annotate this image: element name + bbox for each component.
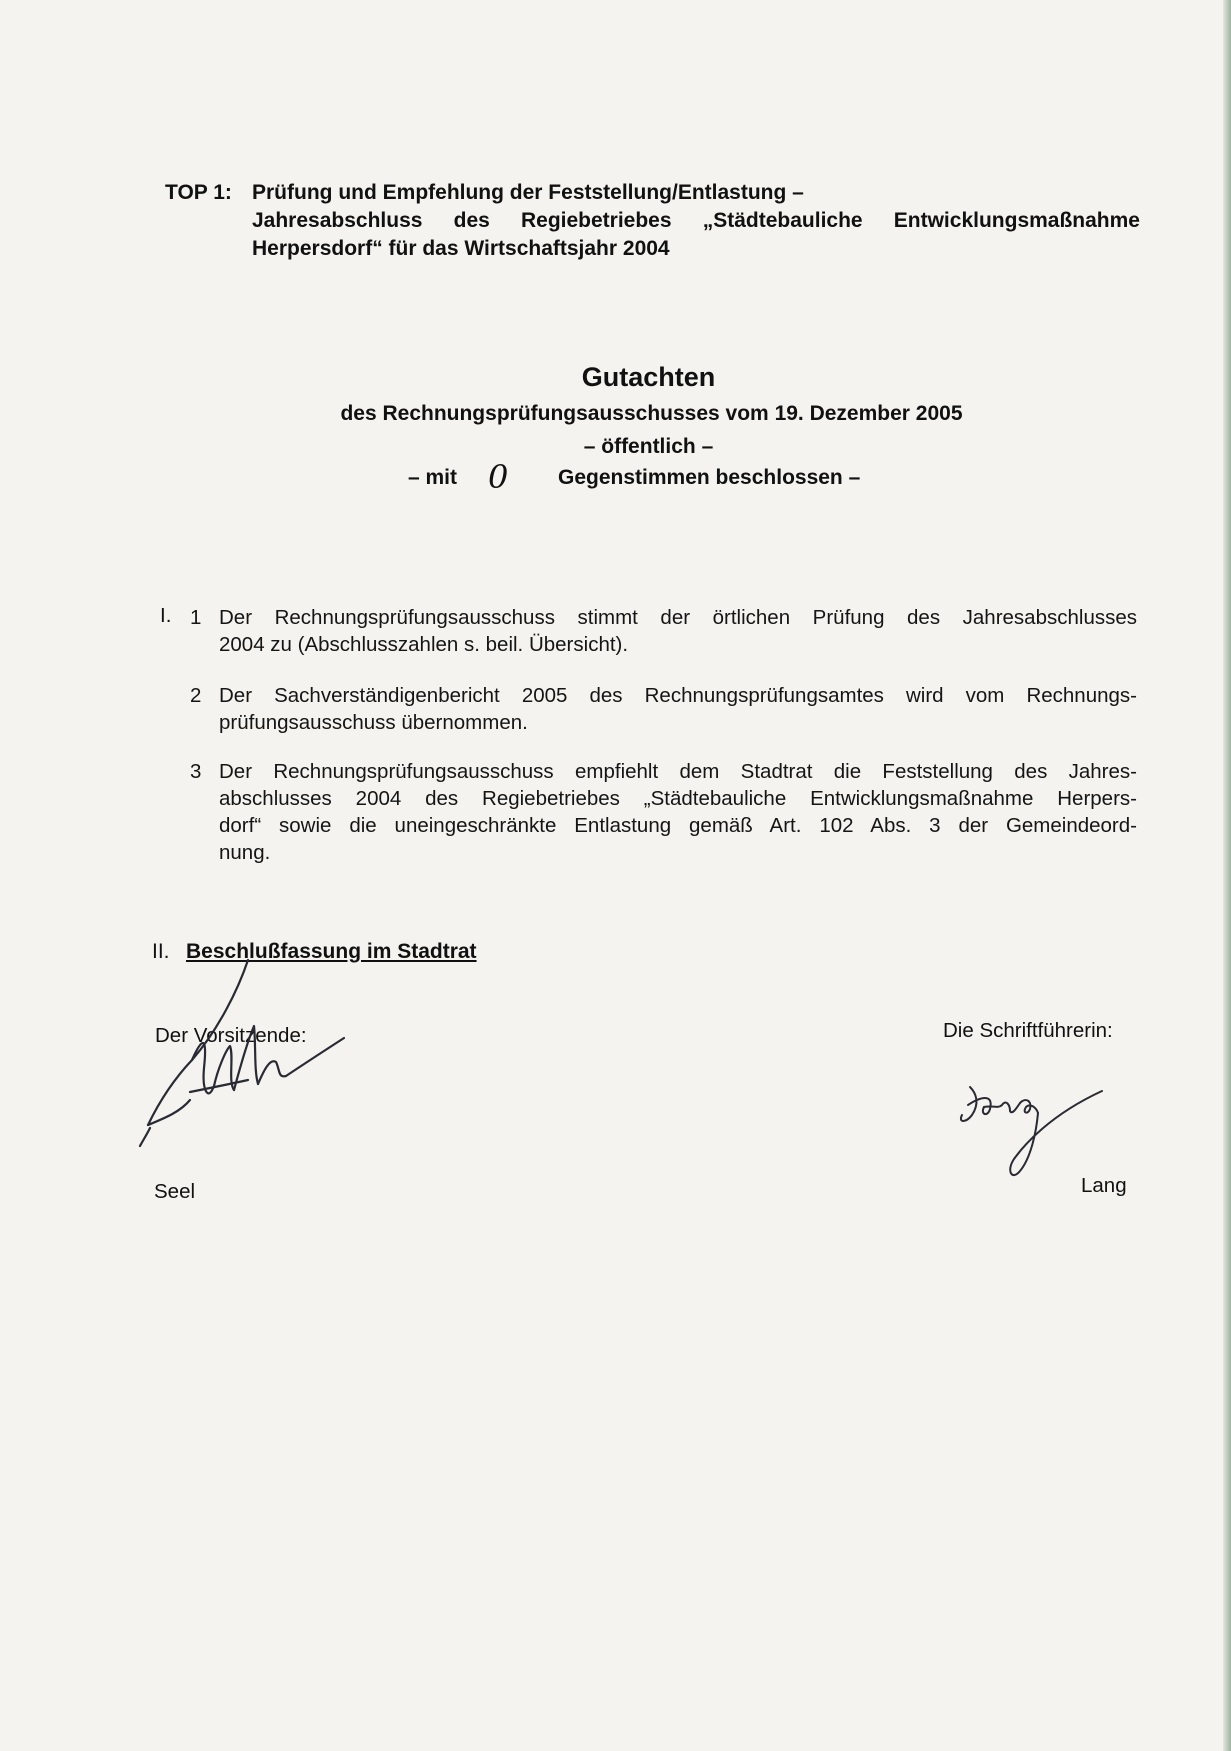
item-text — [219, 682, 1137, 736]
chairman-label: Der Vorsitzende: — [155, 1024, 307, 1047]
chairman-name: Seel — [154, 1180, 196, 1203]
item-text-line: 2004 zu (Abschlusszahlen s. beil. Übersicht). — [219, 633, 629, 656]
agenda-item-label: TOP 1: — [165, 181, 232, 204]
item-text-line: Der Rechnungsprüfungsausschuss stimmt der örtlichen Prüfung des Jahresabschlusses — [219, 606, 1137, 629]
item-text-line: dorf“ sowie die uneingeschränkte Entlastung gemäß Art. 102 Abs. 3 der Gemeindeord- — [219, 814, 1137, 837]
public-note: – öffentlich – — [583, 435, 714, 458]
votes-suffix: Gegenstimmen beschlossen – — [558, 466, 861, 489]
item-number: 2 — [190, 684, 202, 707]
agenda-title-line: Prüfung und Empfehlung der Feststellung/Entlastung – — [252, 181, 804, 204]
document-title: Gutachten — [581, 362, 716, 392]
item-text-line: Der Sachverständigenbericht 2005 des Rechnungsprüfungsamtes wird vom Rechnungs- — [219, 684, 1137, 707]
votes-line — [0, 458, 1231, 496]
section-i-numeral: I. — [160, 604, 172, 627]
votes-prefix: – mit — [408, 466, 458, 489]
item-text-line: prüfungsausschuss übernommen. — [219, 711, 528, 734]
agenda-item-title — [252, 179, 1140, 263]
section-ii-heading: Beschlußfassung im Stadtrat — [186, 940, 477, 963]
item-text-line: nung. — [219, 841, 271, 864]
item-text — [219, 604, 1137, 658]
agenda-title-line: Jahresabschluss des Regiebetriebes „Städtebauliche Entwicklungsmaßnahme — [252, 209, 1140, 232]
secretary-label: Die Schriftführerin: — [943, 1019, 1113, 1042]
secretary-signature — [950, 1075, 1110, 1185]
secretary-name: Lang — [1081, 1174, 1127, 1197]
document-subtitle: des Rechnungsprüfungsausschusses vom 19. Dezember 2005 — [340, 402, 963, 425]
scan-edge — [1223, 0, 1231, 1751]
section-ii-numeral: II. — [152, 940, 170, 963]
item-text-line: abschlusses 2004 des Regiebetriebes „Städtebauliche Entwicklungsmaßnahme Herpers- — [219, 787, 1137, 810]
chairman-signature — [130, 950, 360, 1150]
agenda-title-line: Herpersdorf“ für das Wirtschaftsjahr 2004 — [252, 237, 670, 260]
item-text-line: Der Rechnungsprüfungsausschuss empfiehlt dem Stadtrat die Feststellung des Jahres- — [219, 760, 1137, 783]
item-number: 3 — [190, 760, 202, 783]
votes-count-handwritten: 0 — [488, 458, 509, 496]
item-text — [219, 758, 1137, 866]
item-number: 1 — [190, 606, 202, 629]
